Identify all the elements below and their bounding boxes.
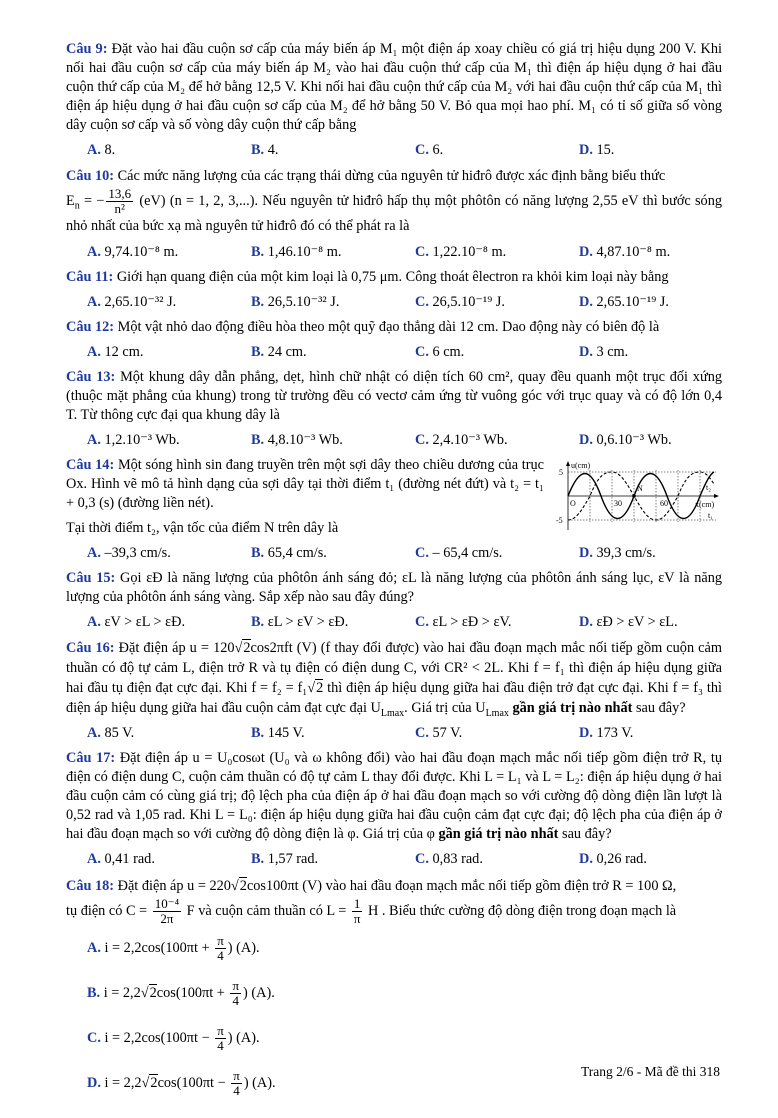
answer-options <box>66 544 722 563</box>
wave-graph <box>556 460 722 532</box>
option-b[interactable]: B. 145 V. <box>251 725 305 741</box>
option-b[interactable]: B. εL > εV > εĐ. <box>251 614 349 630</box>
question-label: Câu 16: <box>66 640 115 656</box>
answer-options <box>66 293 722 312</box>
phase-fraction: $\frac{\pi}{4}$ <box>217 1023 224 1053</box>
question-11: Câu 11: Giới hạn quang điện của một kim loại là 0,75 μm. Công thoát êlectron ra khỏi kim loại này bằng <box>66 269 669 285</box>
answer-options <box>66 850 722 869</box>
question-13: Câu 13: Một khung dây dẫn phẳng, dẹt, hình chữ nhật có diện tích 60 cm², quay đều quanh một trục đối xứng (thuộc mặt phẳng của khung) trong từ trường đều có vectơ cảm ứng từ vuông góc với trục quay và có độ lớn 0,4 T. Từ thông cực đại qua khung dây là <box>66 369 722 423</box>
option-c[interactable]: C. εL > εĐ > εV. <box>415 614 512 630</box>
inductance-fraction: $\frac{1}{\pi}$ <box>353 896 361 926</box>
answer-options <box>66 243 722 262</box>
question-label: Câu 17: <box>66 750 116 766</box>
exam-page <box>66 40 722 1118</box>
answer-options <box>66 613 722 632</box>
question-label: Câu 18: <box>66 878 115 894</box>
option-b[interactable]: B. 4. <box>251 142 279 158</box>
option-a[interactable]: A. 2,65.10⁻³² J. <box>87 294 177 310</box>
option-c[interactable]: C. 2,4.10⁻³ Wb. <box>415 432 508 448</box>
option-d[interactable]: D. 3 cm. <box>579 344 629 360</box>
option-a[interactable]: A. i = 2,2cos(100πt + $\frac{\pi}{4}$ ) (A). <box>87 933 260 963</box>
question-10: Câu 10: Các mức năng lượng của các trạng thái dừng của nguyên tử hiđrô được xác định bằng biểu thức $E_n$ = − $\frac{13,6}{\text{n²}}$ (eV) (n = 1, 2, 3,...). Nếu nguyên tử hiđrô hấp thụ một phôtôn có năng lượng 2,55 eV thì bước sóng nhỏ nhất của bức xạ mà nguyên tử hiđrô đó có thể phát ra là <box>66 168 722 234</box>
question-17: Câu 17: Đặt điện áp u = U₀cosωt (U₀ và ω không đổi) vào hai đầu đoạn mạch mắc nối tiếp gồm điện trở R, tụ điện có điện dung C, cuộn cảm thuần có độ tự cảm L thay đổi được. Khi L = L₁ và L = L₂: điện áp hiệu dụng ở hai đầu cuộn cảm có cùng giá trị; độ lệch pha của điện áp ở hai đầu đoạn mạch so với cường độ dòng điện lần lượt là 0,52 rad và 1,05 rad. Khi L = L₀: điện áp hiệu dụng giữa hai đầu cuộn cảm đạt cực đại; độ lệch pha của điện áp ở hai đầu đoạn mạch so với cường độ dòng điện là φ. Giá trị của φ gần giá trị nào nhất sau đây? <box>66 750 722 842</box>
option-d[interactable]: D. 15. <box>579 142 615 158</box>
option-a[interactable]: A. 1,2.10⁻³ Wb. <box>87 432 180 448</box>
question-text-2: Tại thời điểm t₂, vận tốc của điểm N trên dây là <box>66 520 339 536</box>
question-12: Câu 12: Một vật nhỏ dao động điều hòa theo một quỹ đạo thẳng dài 12 cm. Dao động này có biên độ là <box>66 319 660 335</box>
y-axis-label: u(cm) <box>571 461 591 470</box>
option-c[interactable]: C. 6 cm. <box>415 344 465 360</box>
question-label: Câu 12: <box>66 319 115 335</box>
energy-fraction: $\frac{13,6}{\text{n²}}$ <box>108 186 132 216</box>
option-c[interactable]: C. 6. <box>415 142 444 158</box>
option-a[interactable]: A. εV > εL > εĐ. <box>87 614 186 630</box>
question-label: Câu 10: <box>66 168 115 184</box>
option-d[interactable]: D. 0,26 rad. <box>579 851 647 867</box>
option-a[interactable]: A. 9,74.10⁻⁸ m. <box>87 244 179 260</box>
option-b[interactable]: B. 65,4 cm/s. <box>251 545 327 561</box>
x-tick-60: 60 <box>660 499 668 508</box>
question-label: Câu 13: <box>66 369 116 385</box>
answer-options <box>66 934 722 1114</box>
question-label: Câu 14: <box>66 457 115 473</box>
option-d[interactable]: D. 0,6.10⁻³ Wb. <box>579 432 672 448</box>
option-d[interactable]: D. 2,65.10⁻¹⁹ J. <box>579 294 669 310</box>
x-tick-30: 30 <box>614 499 622 508</box>
option-b[interactable]: B. 1,57 rad. <box>251 851 319 867</box>
option-a[interactable]: A. 8. <box>87 142 116 158</box>
origin-label: O <box>570 499 576 508</box>
answer-options <box>66 431 722 450</box>
option-b[interactable]: B. 4,8.10⁻³ Wb. <box>251 432 343 448</box>
question-16: Câu 16: Đặt điện áp u = 120√2cos2πft (V) (f thay đổi được) vào hai đầu đoạn mạch mắc nối tiếp gồm cuộn cảm thuần có độ tự cảm L, điện trở R và tụ điện có điện dung C, với CR² < 2L. Khi f = f₁ thì điện áp hiệu dụng giữa hai đầu tụ điện đạt cực đại. Khi f = f₂ = f₁√2 thì điện áp hiệu dụng giữa hai đầu điện trở đạt cực đại. Khi f = f₃ thì điện áp hiệu dụng giữa hai đầu cuộn cảm đạt cực đại $U_{Lmax}$. Giá trị của $U_{Lmax}$ gần giá trị nào nhất sau đây? <box>66 640 722 719</box>
option-d[interactable]: D. i = 2,2√2cos(100πt − $\frac{\pi}{4}$ ) (A). <box>87 1068 276 1098</box>
capacitance-fraction: $\frac{\text{10⁻⁴}}{2\pi}$ <box>154 896 180 926</box>
y-tick-bottom: -5 <box>556 516 563 525</box>
phase-fraction: $\frac{\pi}{4}$ <box>232 978 240 1008</box>
y-tick-top: 5 <box>559 468 563 477</box>
option-a[interactable]: A. –39,3 cm/s. <box>87 545 171 561</box>
x-axis-label: x(cm) <box>695 500 715 509</box>
question-18: Câu 18: Đặt điện áp u = 220√2cos100πt (V) vào hai đầu đoạn mạch mắc nối tiếp gồm điện trở R = 100 Ω, tụ điện có C = $\frac{\text{10⁻⁴}}{2\pi}$ F và cuộn cảm thuần có L = $\frac{1}{\pi}$ H . Biểu thức cường độ dòng điện trong đoạn mạch là <box>66 878 677 926</box>
option-c[interactable]: C. i = 2,2cos(100πt − $\frac{\pi}{4}$ ) (A). <box>87 1023 260 1053</box>
t1-label: t₁ <box>708 511 714 520</box>
y-axis-arrow <box>566 461 570 466</box>
question-9 <box>66 40 722 135</box>
option-c[interactable]: C. 1,22.10⁻⁸ m. <box>415 244 507 260</box>
option-a[interactable]: A. 85 V. <box>87 725 135 741</box>
t2-label: t₂ <box>706 483 712 492</box>
option-b[interactable]: B. 24 cm. <box>251 344 307 360</box>
question-15: Câu 15: Gọi εĐ là năng lượng của phôtôn ánh sáng đỏ; εL là năng lượng của phôtôn ánh sáng lục, εV là năng lượng của phôtôn ánh sáng vàng. Sắp xếp nào sau đây đúng? <box>66 570 722 605</box>
question-14 <box>66 456 722 538</box>
option-a[interactable]: A. 0,41 rad. <box>87 851 155 867</box>
option-c[interactable]: C. 0,83 rad. <box>415 851 483 867</box>
answer-options <box>66 141 722 160</box>
phase-fraction: $\frac{\pi}{4}$ <box>233 1068 240 1098</box>
answer-options <box>66 724 722 743</box>
page-footer: Trang 2/6 - Mã đề thi 318 <box>581 1064 720 1079</box>
option-c[interactable]: C. 26,5.10⁻¹⁹ J. <box>415 294 505 310</box>
answer-options <box>66 343 722 362</box>
point-n <box>632 494 636 498</box>
option-d[interactable]: D. 39,3 cm/s. <box>579 545 656 561</box>
option-d[interactable]: D. 4,87.10⁻⁸ m. <box>579 244 671 260</box>
option-d[interactable]: D. εĐ > εV > εL. <box>579 614 678 630</box>
option-a[interactable]: A. 12 cm. <box>87 344 144 360</box>
x-axis-arrow <box>714 494 719 498</box>
option-c[interactable]: C. – 65,4 cm/s. <box>415 545 503 561</box>
option-b[interactable]: B. i = 2,2√2cos(100πt + $\frac{\pi}{4}$ ) (A). <box>87 978 275 1008</box>
question-label: Câu 15: <box>66 570 116 586</box>
phase-fraction: $\frac{\pi}{4}$ <box>217 933 224 963</box>
option-c[interactable]: C. 57 V. <box>415 725 463 741</box>
option-d[interactable]: D. 173 V. <box>579 725 634 741</box>
point-n-label: N <box>637 484 643 493</box>
question-label: Câu 9: <box>66 41 108 57</box>
option-b[interactable]: B. 26,5.10⁻³² J. <box>251 294 340 310</box>
question-label: Câu 11: <box>66 269 114 285</box>
option-b[interactable]: B. 1,46.10⁻⁸ m. <box>251 244 342 260</box>
question-text-block: Câu 14: Một sóng hình sin đang truyền trên một sợi dây theo chiều dương của trục Ox. Hình vẽ mô tả hình dạng của sợi dây tại thời điểm t₁ (đường nét đứt) và t₂ = t₁ + 0,3 (s) (đường liền nét). <box>66 457 544 511</box>
question-text: Đặt vào hai đầu cuộn sơ cấp của máy biến áp M₁ một điện áp xoay chiều có giá trị hiệu dụng 200 V. Khi nối hai đầu cuộn sơ cấp của máy biến áp M₂ vào hai đầu cuộn thứ cấp của M₁ thì điện áp hiệu dụng ở hai đầu cuộn thứ cấp của M₂ để hở bằng 12,5 V. Khi nối hai đầu cuộn thứ cấp của M₂ với hai đầu cuộn thứ cấp của M₁ thì điện áp hiệu dụng ở hai đầu cuộn sơ cấp của M₂ để hở bằng 50 V. Bỏ qua mọi hao phí. M₁ có tỉ số giữa số vòng dây cuộn sơ cấp và số vòng dây cuộn thứ cấp bằng <box>66 41 722 133</box>
